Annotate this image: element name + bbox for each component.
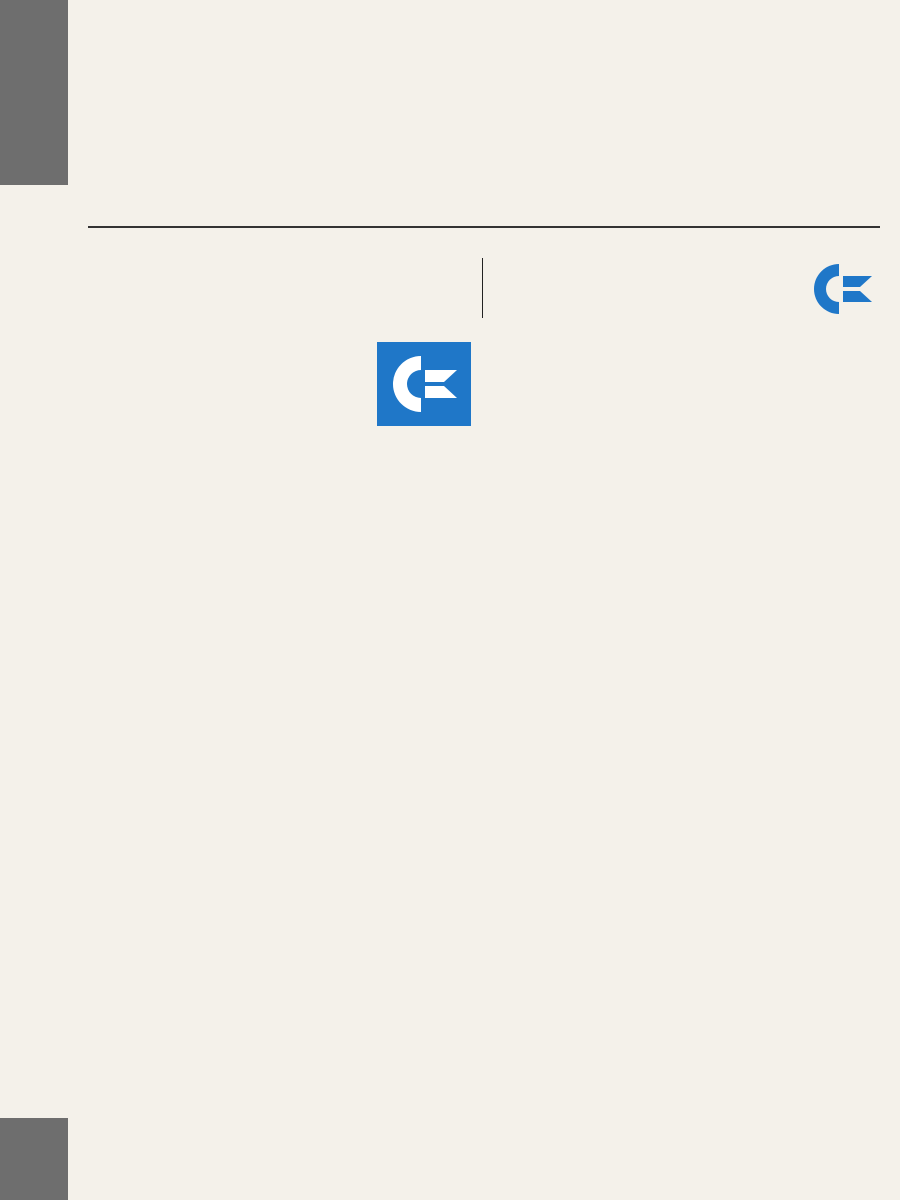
commodore-logo-box xyxy=(377,342,471,426)
horizontal-rule xyxy=(88,226,880,228)
commodore-logo-icon xyxy=(806,258,876,320)
commodore-logo-icon xyxy=(377,342,471,426)
page-number-tab xyxy=(0,1118,68,1200)
section-tab xyxy=(0,0,68,185)
column-divider xyxy=(482,258,483,318)
